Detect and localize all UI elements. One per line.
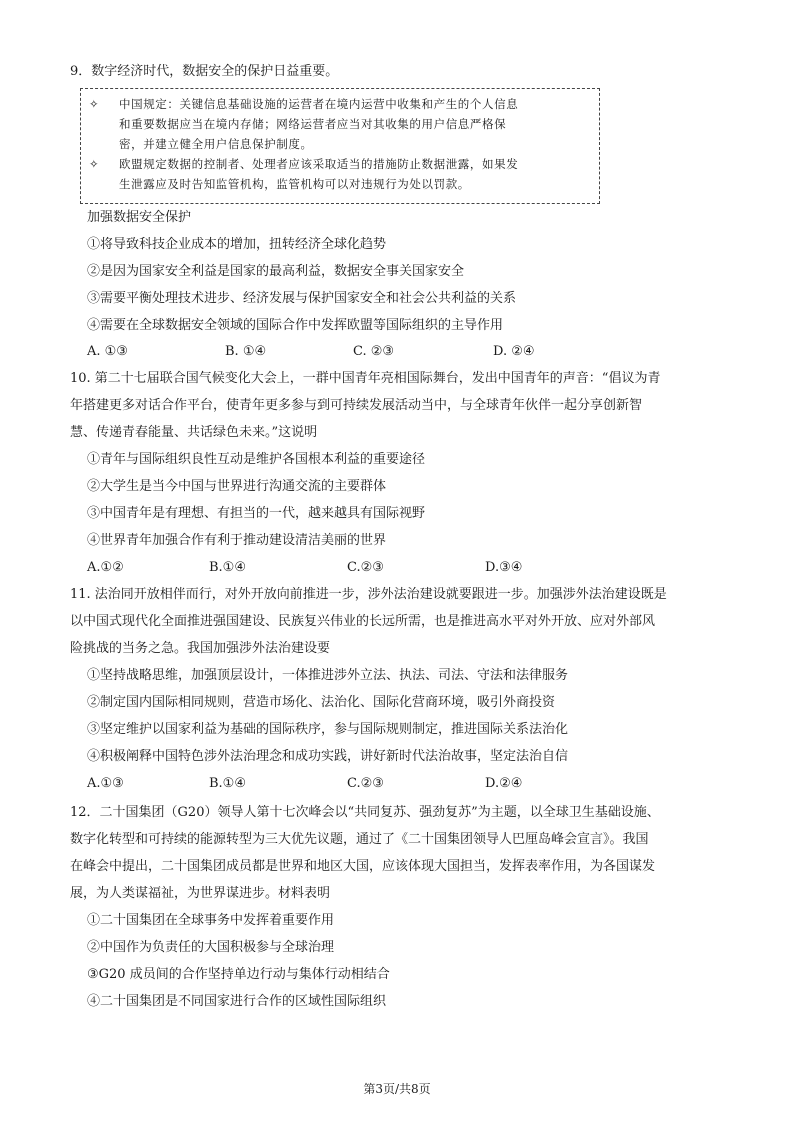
q9-item-1: ①将导致科技企业成本的增加，扭转经济全球化趋势 xyxy=(87,237,387,252)
q12-stem-line-1: 12．二十国集团（G20）领导人第十七次峰会以“共同复苏、强劲复苏”为主题，以全球卫生基础设施、 xyxy=(70,805,660,820)
q12-item-2: ②中国作为负责任的大国积极参与全球治理 xyxy=(87,940,335,955)
q12-stem-line-3: 在峰会中提出，二十国集团成员都是世界和地区大国，应该体现大国担当，发挥表率作用，为各国谋发 xyxy=(70,859,656,874)
q9-item-2: ②是因为国家安全利益是国家的最高利益，数据安全事关国家安全 xyxy=(87,264,465,279)
choice-a[interactable]: A. ①③ xyxy=(87,344,128,359)
q9-stem: 9．数字经济时代，数据安全的保护日益重要。 xyxy=(70,64,339,79)
q12-item-4: ④二十国集团是不同国家进行合作的区域性国际组织 xyxy=(87,994,387,1009)
choice-b[interactable]: B. ①④ xyxy=(225,344,267,359)
q11-item-1: ①坚持战略思维，加强顶层设计，一体推进涉外立法、执法、司法、守法和法律服务 xyxy=(87,668,569,683)
choice-c[interactable]: C. ②③ xyxy=(353,344,395,359)
q12-stem-line-2: 数字化转型和可持续的能源转型为三大优先议题，通过了《二十国集团领导人巴厘岛峰会宣言》。我国 xyxy=(70,832,649,847)
q11-stem-line-2: 以中国式现代化全面推进强国建设、民族复兴伟业的长远所需，也是推进高水平对外开放、应对外部风 xyxy=(70,614,656,629)
choice-d[interactable]: D. ②④ xyxy=(493,344,535,359)
q9-item-4: ④需要在全球数据安全领域的国际合作中发挥欧盟等国际组织的主导作用 xyxy=(87,318,504,333)
choice-c[interactable]: C.②③ xyxy=(347,776,384,791)
choice-b[interactable]: B.①④ xyxy=(209,560,246,575)
diamond-bullet-icon: ✧ xyxy=(89,157,99,171)
choice-b[interactable]: B.①④ xyxy=(209,776,246,791)
q11-item-3: ③坚定维护以国家利益为基础的国际秩序，参与国际规则制定，推进国际关系法治化 xyxy=(87,722,569,737)
choice-d[interactable]: D.②④ xyxy=(485,776,523,791)
q10-item-1: ①青年与国际组织良性互动是维护各国根本利益的重要途径 xyxy=(87,452,426,467)
q11-stem-line-3: 险挑战的当务之急。我国加强涉外法治建设要 xyxy=(70,641,331,656)
page-footer: 第3页/共8页 xyxy=(363,1082,431,1096)
q12-stem-line-4: 展，为人类谋福祉，为世界谋进步。材料表明 xyxy=(70,886,331,901)
diamond-bullet-icon: ✧ xyxy=(89,97,99,111)
choice-a[interactable]: A.①② xyxy=(87,560,124,575)
q9-item-3: ③需要平衡处理技术进步、经济发展与保护国家安全和社会公共利益的关系 xyxy=(87,291,517,306)
box-line: 欧盟规定数据的控制者、处理者应该采取适当的措施防止数据泄露，如果发 xyxy=(119,157,519,171)
q10-item-3: ③中国青年是有理想、有担当的一代，越来越具有国际视野 xyxy=(87,506,426,521)
choice-a[interactable]: A.①③ xyxy=(87,776,124,791)
q10-stem-line-1: 10. 第二十七届联合国气候变化大会上，一群中国青年亮相国际舞台，发出中国青年的声音：“倡议为青 xyxy=(70,371,661,386)
box-line: 生泄露应及时告知监管机构，监管机构可以对违规行为处以罚款。 xyxy=(119,177,470,191)
q11-item-2: ②制定国内国际相同规则，营造市场化、法治化、国际化营商环境，吸引外商投资 xyxy=(87,695,556,710)
q9-material-box xyxy=(80,88,600,204)
q10-item-2: ②大学生是当今中国与世界进行沟通交流的主要群体 xyxy=(87,479,387,494)
box-line: 密，并建立健全用户信息保护制度。 xyxy=(119,137,313,151)
q12-item-3: ③G20 成员间的合作坚持单边行动与集体行动相结合 xyxy=(87,967,390,982)
q11-item-4: ④积极阐释中国特色涉外法治理念和成功实践，讲好新时代法治故事，坚定法治自信 xyxy=(87,749,569,764)
box-line: 中国规定：关键信息基础设施的运营者在境内运营中收集和产生的个人信息 xyxy=(119,97,519,111)
box-line: 和重要数据应当在境内存储；网络运营者应当对其收集的用户信息严格保 xyxy=(119,117,507,131)
choice-c[interactable]: C.②③ xyxy=(347,560,384,575)
q10-stem-line-2: 年搭建更多对话合作平台，使青年更多参与到可持续发展活动当中，与全球青年伙伴一起分享创新智 xyxy=(70,398,643,413)
q12-item-1: ①二十国集团在全球事务中发挥着重要作用 xyxy=(87,913,335,928)
q11-stem-line-1: 11. 法治同开放相伴而行，对外开放向前推进一步，涉外法治建设就要跟进一步。加强涉外法治建设既是 xyxy=(70,587,667,602)
q9-lead: 加强数据安全保护 xyxy=(87,210,192,225)
choice-d[interactable]: D.③④ xyxy=(485,560,523,575)
q10-stem-line-3: 慧、传递青春能量、共话绿色未来。”这说明 xyxy=(70,425,318,440)
q10-item-4: ④世界青年加强合作有利于推动建设清洁美丽的世界 xyxy=(87,533,387,548)
